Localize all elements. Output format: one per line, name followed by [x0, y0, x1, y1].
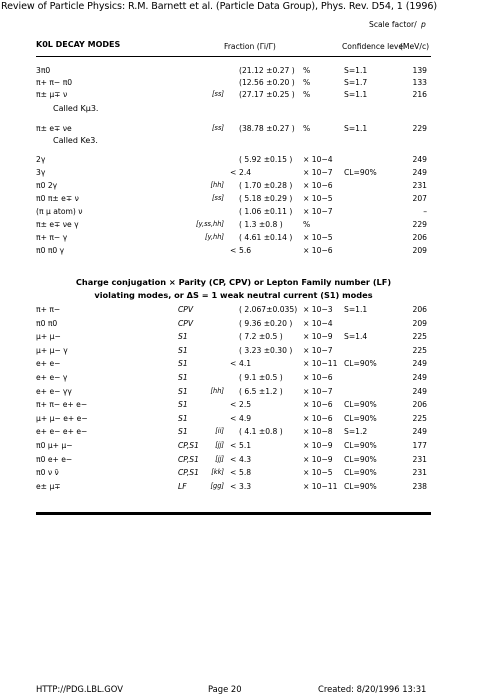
- momentum-value: 206: [412, 400, 427, 410]
- table-row: [0, 124, 497, 135]
- momentum-value: 225: [412, 332, 427, 342]
- decay-mode: μ+ μ−: [36, 332, 61, 342]
- fraction-value: ( 4.1 ±0.8 ): [239, 427, 283, 437]
- momentum-value: 216: [412, 90, 427, 99]
- fraction-unit: %: [303, 78, 311, 87]
- fraction-unit: × 10−9: [303, 441, 333, 450]
- confidence-level: CL=90%: [344, 441, 377, 450]
- table-row: [0, 482, 497, 493]
- decay-mode: e+ e− e+ e−: [36, 427, 88, 437]
- fraction-heading: Fraction (Γi/Γ): [224, 42, 276, 51]
- called-k-mu3: Called Kμ3.: [53, 104, 99, 113]
- decay-mode: π+ π− γ: [36, 233, 68, 242]
- page-header: Review of Particle Physics: R.M. Barnett et al. (Particle Data Group), Phys. Rev. D54, 1 (1996): [1, 1, 438, 12]
- table-row: [0, 441, 497, 452]
- less-than: <: [230, 454, 237, 464]
- momentum-value: 209: [412, 246, 427, 255]
- confidence-level: CL=90%: [344, 400, 377, 410]
- table-title: K0L DECAY MODES: [36, 40, 121, 49]
- table-row: [0, 373, 497, 384]
- momentum-value: 231: [412, 454, 427, 464]
- confidence-level: CL=90%: [344, 468, 377, 478]
- fraction-unit: × 10−8: [303, 427, 333, 437]
- momentum-value: 206: [412, 233, 427, 242]
- momentum-value: 249: [412, 155, 427, 164]
- table-row: [0, 194, 497, 205]
- decay-mode: π0 μ+ μ−: [36, 441, 73, 450]
- momentum-value: 249: [412, 373, 427, 382]
- confidence-level: S=1.2: [344, 427, 368, 437]
- decay-mode: π0 π0 γ: [36, 246, 65, 255]
- decay-mode: π0 2γ: [36, 181, 58, 190]
- decay-mode: π0 π0: [36, 318, 58, 328]
- fraction-value: ( 9.1 ±0.5 ): [239, 373, 283, 382]
- footnote-ref: [y,ss,hh]: [196, 220, 224, 228]
- table-row: [0, 220, 497, 231]
- section-heading-line2: violating modes, or ΔS = 1 weak neutral current (S1) modes: [94, 290, 373, 300]
- momentum-value: 249: [412, 168, 427, 177]
- decay-mode: 3π0: [36, 66, 51, 75]
- momentum-value: 206: [412, 305, 427, 314]
- confidence-level: CL=90%: [344, 359, 377, 369]
- header-rule: [36, 56, 431, 57]
- less-than: <: [230, 413, 237, 423]
- fraction-value: ( 5.92 ±0.15 ): [239, 155, 293, 164]
- fraction-unit: × 10−4: [303, 155, 333, 164]
- violation-tag: CP,S1: [178, 454, 199, 464]
- table-row: [0, 155, 497, 166]
- momentum-unit-heading: (MeV/c): [400, 42, 430, 51]
- confidence-level: CL=90%: [344, 454, 377, 464]
- confidence-level: CL=90%: [344, 481, 377, 491]
- momentum-value: 133: [412, 78, 427, 87]
- decay-mode: e+ e− γγ: [36, 386, 72, 396]
- table-row: [0, 427, 497, 438]
- fraction-unit: %: [303, 90, 311, 99]
- fraction-value: ( 1.06 ±0.11 ): [239, 207, 293, 216]
- fraction-unit: %: [303, 220, 311, 229]
- footnote-ref: [ss]: [211, 90, 224, 98]
- momentum-value: 139: [412, 66, 427, 75]
- decay-mode: e± μ∓: [36, 481, 61, 491]
- fraction-value: 5.6: [239, 246, 252, 255]
- footnote-ref: [ss]: [211, 194, 224, 202]
- table-row: [0, 455, 497, 466]
- less-than: <: [230, 481, 237, 491]
- fraction-value: 5.8: [239, 468, 252, 478]
- momentum-value: 238: [412, 481, 427, 491]
- fraction-unit: × 10−7: [303, 168, 333, 177]
- fraction-unit: × 10−6: [303, 181, 333, 190]
- less-than: <: [230, 400, 237, 410]
- fraction-unit: × 10−6: [303, 373, 333, 382]
- momentum-value: –: [423, 207, 427, 216]
- fraction-value: 4.9: [239, 413, 252, 423]
- footnote-ref: [ss]: [211, 124, 224, 132]
- momentum-value: 207: [412, 194, 427, 203]
- table-row: [0, 181, 497, 192]
- footnote-ref: [hh]: [210, 181, 224, 189]
- violation-tag: CP,S1: [178, 468, 199, 478]
- fraction-value: 3.3: [239, 481, 252, 491]
- violation-tag: S1: [178, 359, 188, 369]
- fraction-unit: × 10−7: [303, 207, 333, 216]
- confidence-level: S=1.7: [344, 78, 368, 87]
- confidence-level: S=1.1: [344, 90, 368, 99]
- less-than: <: [230, 168, 237, 177]
- fraction-value: ( 3.23 ±0.30 ): [239, 345, 293, 355]
- confidence-level-heading: Confidence level: [342, 42, 406, 51]
- confidence-level: CL=90%: [344, 168, 377, 177]
- table-row: [0, 332, 497, 343]
- table-row: [0, 359, 497, 370]
- table-row: [0, 387, 497, 398]
- fraction-value: ( 4.61 ±0.14 ): [239, 233, 293, 242]
- footnote-ref: [hh]: [210, 386, 224, 395]
- fraction-unit: × 10−5: [303, 468, 333, 478]
- fraction-value: ( 2.067±0.035): [239, 305, 298, 314]
- footnote-ref: [jj]: [215, 441, 224, 449]
- fraction-value: (27.17 ±0.25 ): [239, 90, 295, 99]
- fraction-unit: × 10−11: [303, 359, 338, 369]
- fraction-unit: × 10−6: [303, 246, 333, 255]
- footer-created: Created: 8/20/1996 13:31: [318, 684, 427, 694]
- momentum-heading: p: [421, 20, 426, 29]
- footer-page: Page 20: [208, 684, 242, 694]
- table-row: [0, 168, 497, 179]
- table-end-rule: [36, 512, 431, 515]
- violation-tag: S1: [178, 400, 188, 410]
- less-than: <: [230, 441, 237, 450]
- decay-mode: e+ e− γ: [36, 373, 68, 382]
- decay-mode: e+ e−: [36, 359, 61, 369]
- fraction-value: 2.4: [239, 168, 252, 177]
- section-heading-line1: Charge conjugation × Parity (CP, CPV) or Lepton Family number (LF): [75, 277, 392, 287]
- footnote-ref: [jj]: [215, 454, 224, 463]
- momentum-value: 225: [412, 345, 427, 355]
- violation-tag: CP,S1: [178, 441, 199, 450]
- fraction-unit: × 10−9: [303, 454, 333, 464]
- decay-mode: π+ π−: [36, 305, 61, 314]
- fraction-value: ( 9.36 ±0.20 ): [239, 318, 293, 328]
- decay-mode: π± μ∓ ν: [36, 90, 68, 99]
- decay-mode: π± e∓ νe γ: [36, 220, 79, 229]
- fraction-unit: × 10−7: [303, 345, 333, 355]
- table-row: [0, 346, 497, 357]
- confidence-level: S=1.1: [344, 305, 368, 314]
- fraction-unit: × 10−11: [303, 481, 338, 491]
- table-row: [0, 78, 497, 89]
- table-row: [0, 66, 497, 77]
- table-row: [0, 305, 497, 316]
- violation-tag: S1: [178, 332, 188, 342]
- fraction-value: ( 1.70 ±0.28 ): [239, 181, 293, 190]
- decay-mode: μ+ μ− e+ e−: [36, 413, 88, 423]
- confidence-level: S=1.1: [344, 124, 368, 133]
- fraction-unit: × 10−4: [303, 318, 333, 328]
- decay-mode: π+ π− π0: [36, 78, 73, 87]
- table-row: [0, 319, 497, 330]
- violation-tag: S1: [178, 345, 188, 355]
- decay-mode: π0 ν ν̄: [36, 468, 59, 478]
- fraction-value: 4.3: [239, 454, 252, 464]
- decay-mode: π0 e+ e−: [36, 454, 73, 464]
- momentum-value: 177: [412, 441, 427, 450]
- less-than: <: [230, 246, 237, 255]
- table-row: [0, 400, 497, 411]
- less-than: <: [230, 468, 237, 478]
- violation-tag: S1: [178, 427, 188, 437]
- fraction-unit: × 10−3: [303, 305, 333, 314]
- fraction-value: ( 6.5 ±1.2 ): [239, 386, 283, 396]
- decay-mode: π± e∓ νe: [36, 124, 72, 133]
- confidence-level: CL=90%: [344, 413, 377, 423]
- confidence-level: S=1.4: [344, 332, 368, 342]
- decay-mode: π+ π− e+ e−: [36, 400, 88, 410]
- table-row: [0, 246, 497, 257]
- fraction-unit: × 10−5: [303, 233, 333, 242]
- momentum-value: 231: [412, 181, 427, 190]
- fraction-value: 2.5: [239, 400, 252, 410]
- violation-tag: CPV: [178, 318, 194, 328]
- momentum-value: 225: [412, 413, 427, 423]
- fraction-value: (21.12 ±0.27 ): [239, 66, 295, 75]
- called-k-e3: Called Ke3.: [53, 136, 98, 145]
- scale-factor-heading: Scale factor/: [369, 20, 417, 29]
- less-than: <: [230, 359, 237, 369]
- violation-tag: LF: [178, 481, 187, 491]
- footnote-ref: [kk]: [211, 468, 224, 477]
- table-row: [0, 207, 497, 218]
- fraction-value: ( 7.2 ±0.5 ): [239, 332, 283, 342]
- footnote-ref: [gg]: [210, 481, 224, 490]
- table-row: [0, 90, 497, 101]
- decay-mode: (π μ atom) ν: [36, 207, 83, 216]
- footnote-ref: [ii]: [215, 427, 224, 436]
- fraction-value: 5.1: [239, 441, 252, 450]
- decay-mode: 2γ: [36, 155, 46, 164]
- fraction-unit: × 10−9: [303, 332, 333, 342]
- fraction-value: (12.56 ±0.20 ): [239, 78, 295, 87]
- fraction-value: ( 5.18 ±0.29 ): [239, 194, 293, 203]
- fraction-unit: %: [303, 66, 311, 75]
- footnote-ref: [y,hh]: [205, 233, 224, 241]
- fraction-unit: × 10−7: [303, 386, 333, 396]
- momentum-value: 249: [412, 427, 427, 437]
- decay-mode: π0 π± e∓ ν: [36, 194, 79, 203]
- momentum-value: 209: [412, 318, 427, 328]
- momentum-value: 229: [412, 124, 427, 133]
- violation-tag: S1: [178, 413, 188, 423]
- momentum-value: 249: [412, 359, 427, 369]
- fraction-value: ( 1.3 ±0.8 ): [239, 220, 283, 229]
- decay-mode: 3γ: [36, 168, 46, 177]
- fraction-unit: × 10−6: [303, 400, 333, 410]
- table-row: [0, 414, 497, 425]
- decay-mode: μ+ μ− γ: [36, 345, 68, 355]
- violation-tag: S1: [178, 386, 188, 396]
- confidence-level: S=1.1: [344, 66, 368, 75]
- footer-url[interactable]: HTTP://PDG.LBL.GOV: [36, 684, 123, 694]
- fraction-value: 4.1: [239, 359, 252, 369]
- fraction-value: (38.78 ±0.27 ): [239, 124, 295, 133]
- violation-tag: S1: [178, 373, 188, 382]
- fraction-unit: × 10−6: [303, 413, 333, 423]
- violation-tag: CPV: [178, 305, 194, 314]
- table-row: [0, 468, 497, 479]
- momentum-value: 249: [412, 386, 427, 396]
- momentum-value: 229: [412, 220, 427, 229]
- fraction-unit: × 10−5: [303, 194, 333, 203]
- momentum-value: 231: [412, 468, 427, 478]
- fraction-unit: %: [303, 124, 311, 133]
- table-row: [0, 233, 497, 244]
